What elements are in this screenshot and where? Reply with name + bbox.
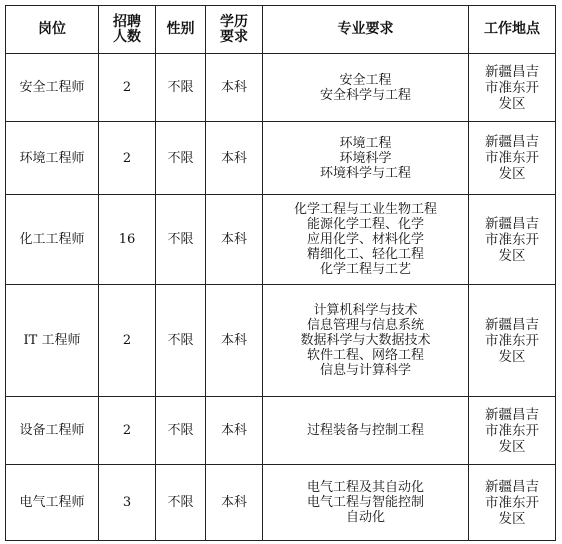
location-cell-line: 新疆昌吉 bbox=[485, 478, 539, 495]
majors-cell-line: 环境科学与工程 bbox=[319, 165, 411, 181]
majors-cell-line: 过程装备与控制工程 bbox=[306, 423, 424, 438]
majors-cell-line: 数据科学与大数据技术 bbox=[300, 333, 431, 348]
majors-cell-line: 自动化 bbox=[345, 510, 385, 525]
count-cell bbox=[99, 122, 156, 195]
count-cell bbox=[99, 195, 156, 285]
location-cell-line: 新疆昌吉 bbox=[485, 134, 539, 150]
majors-cell-line: 安全科学与工程 bbox=[319, 87, 411, 103]
education-cell-text: 本科 bbox=[220, 333, 247, 348]
location-cell bbox=[469, 465, 556, 541]
location-cell-line: 发区 bbox=[498, 438, 526, 455]
education-cell bbox=[206, 54, 263, 122]
majors-cell bbox=[263, 285, 469, 397]
majors-cell-line: 化学工程与工艺 bbox=[319, 262, 411, 277]
position-cell bbox=[6, 285, 99, 397]
count-cell-text: 2 bbox=[122, 333, 132, 348]
majors-cell bbox=[263, 54, 469, 122]
location-cell bbox=[469, 122, 556, 195]
table-row bbox=[6, 54, 556, 122]
table-body bbox=[6, 54, 556, 541]
gender-cell-text: 不限 bbox=[167, 232, 194, 247]
location-cell bbox=[469, 54, 556, 122]
header-row bbox=[6, 6, 556, 54]
count-cell bbox=[99, 397, 156, 465]
gender-cell bbox=[156, 397, 206, 465]
table-row bbox=[6, 195, 556, 285]
majors-cell-line: 安全工程 bbox=[339, 72, 392, 88]
gender-cell-text: 不限 bbox=[167, 423, 194, 438]
header-education: 学历 要求 bbox=[206, 6, 263, 54]
majors-cell-line: 精细化工、轻化工程 bbox=[306, 247, 424, 262]
location-cell-line: 发区 bbox=[498, 348, 526, 365]
gender-cell bbox=[156, 195, 206, 285]
majors-cell bbox=[263, 465, 469, 541]
location-cell bbox=[469, 397, 556, 465]
majors-cell bbox=[263, 122, 469, 195]
majors-cell-line: 信息与计算科学 bbox=[319, 363, 411, 378]
count-cell bbox=[99, 54, 156, 122]
table-row bbox=[6, 397, 556, 465]
location-cell-line: 市准东开 bbox=[485, 332, 539, 349]
location-cell-line: 市准东开 bbox=[485, 494, 539, 511]
location-cell-line: 市准东开 bbox=[485, 79, 539, 96]
location-cell-line: 新疆昌吉 bbox=[485, 316, 539, 333]
majors-cell bbox=[263, 195, 469, 285]
position-cell-text: 安全工程师 bbox=[19, 80, 85, 95]
position-cell bbox=[6, 122, 99, 195]
location-cell-line: 发区 bbox=[498, 247, 526, 264]
gender-cell-text: 不限 bbox=[167, 333, 194, 348]
count-cell-text: 2 bbox=[122, 80, 132, 95]
gender-cell-text: 不限 bbox=[167, 495, 194, 510]
education-cell bbox=[206, 195, 263, 285]
count-cell bbox=[99, 465, 156, 541]
majors-cell-line: 软件工程、网络工程 bbox=[306, 348, 424, 363]
gender-cell bbox=[156, 54, 206, 122]
header-majors: 专业要求 bbox=[263, 6, 469, 54]
count-cell-text: 16 bbox=[118, 232, 136, 247]
recruitment-table bbox=[5, 5, 556, 541]
header-position: 岗位 bbox=[6, 6, 99, 54]
majors-cell bbox=[263, 397, 469, 465]
position-cell-text: 环境工程师 bbox=[19, 150, 85, 166]
location-cell-line: 新疆昌吉 bbox=[485, 63, 539, 80]
education-cell-text: 本科 bbox=[220, 423, 247, 438]
table-row bbox=[6, 122, 556, 195]
education-cell bbox=[206, 397, 263, 465]
position-cell bbox=[6, 465, 99, 541]
education-cell-text: 本科 bbox=[220, 495, 247, 510]
gender-cell bbox=[156, 285, 206, 397]
education-cell-text: 本科 bbox=[220, 80, 247, 95]
gender-cell bbox=[156, 122, 206, 195]
education-cell-text: 本科 bbox=[220, 232, 247, 247]
location-cell-line: 发区 bbox=[498, 95, 526, 112]
location-cell-line: 发区 bbox=[498, 166, 526, 182]
table-row bbox=[6, 285, 556, 397]
header-location: 工作地点 bbox=[469, 6, 556, 54]
gender-cell-text: 不限 bbox=[167, 150, 194, 166]
count-cell bbox=[99, 285, 156, 397]
gender-cell-text: 不限 bbox=[167, 80, 194, 95]
header-count: 招聘 人数 bbox=[99, 6, 156, 54]
position-cell bbox=[6, 195, 99, 285]
table-row bbox=[6, 465, 556, 541]
recruitment-table-container bbox=[5, 5, 556, 541]
location-cell-line: 市准东开 bbox=[485, 150, 539, 166]
education-cell bbox=[206, 285, 263, 397]
location-cell-line: 市准东开 bbox=[485, 422, 539, 439]
majors-cell-line: 环境科学 bbox=[339, 150, 392, 166]
position-cell-text: 电气工程师 bbox=[19, 495, 85, 510]
location-cell-line: 发区 bbox=[498, 510, 526, 527]
education-cell bbox=[206, 122, 263, 195]
count-cell-text: 2 bbox=[122, 423, 132, 438]
majors-cell-line: 电气工程与智能控制 bbox=[306, 495, 424, 510]
majors-cell-line: 能源化学工程、化学 bbox=[306, 217, 424, 232]
location-cell-line: 市准东开 bbox=[485, 231, 539, 248]
position-cell bbox=[6, 397, 99, 465]
majors-cell-line: 电气工程及其自动化 bbox=[306, 480, 424, 495]
position-cell-text: 化工工程师 bbox=[19, 232, 85, 247]
position-cell bbox=[6, 54, 99, 122]
count-cell-text: 2 bbox=[122, 150, 132, 166]
header-gender: 性别 bbox=[156, 6, 206, 54]
location-cell-line: 新疆昌吉 bbox=[485, 215, 539, 232]
gender-cell bbox=[156, 465, 206, 541]
location-cell bbox=[469, 285, 556, 397]
education-cell-text: 本科 bbox=[220, 150, 247, 166]
location-cell bbox=[469, 195, 556, 285]
position-cell-text: 设备工程师 bbox=[19, 423, 85, 438]
position-cell-text: IT 工程师 bbox=[23, 333, 81, 348]
majors-cell-line: 环境工程 bbox=[339, 135, 392, 151]
majors-cell-line: 计算机科学与技术 bbox=[313, 303, 418, 318]
majors-cell-line: 应用化学、材料化学 bbox=[306, 232, 424, 247]
majors-cell-line: 信息管理与信息系统 bbox=[306, 318, 424, 333]
count-cell-text: 3 bbox=[122, 495, 132, 510]
majors-cell-line: 化学工程与工业生物工程 bbox=[293, 202, 437, 217]
education-cell bbox=[206, 465, 263, 541]
location-cell-line: 新疆昌吉 bbox=[485, 406, 539, 423]
